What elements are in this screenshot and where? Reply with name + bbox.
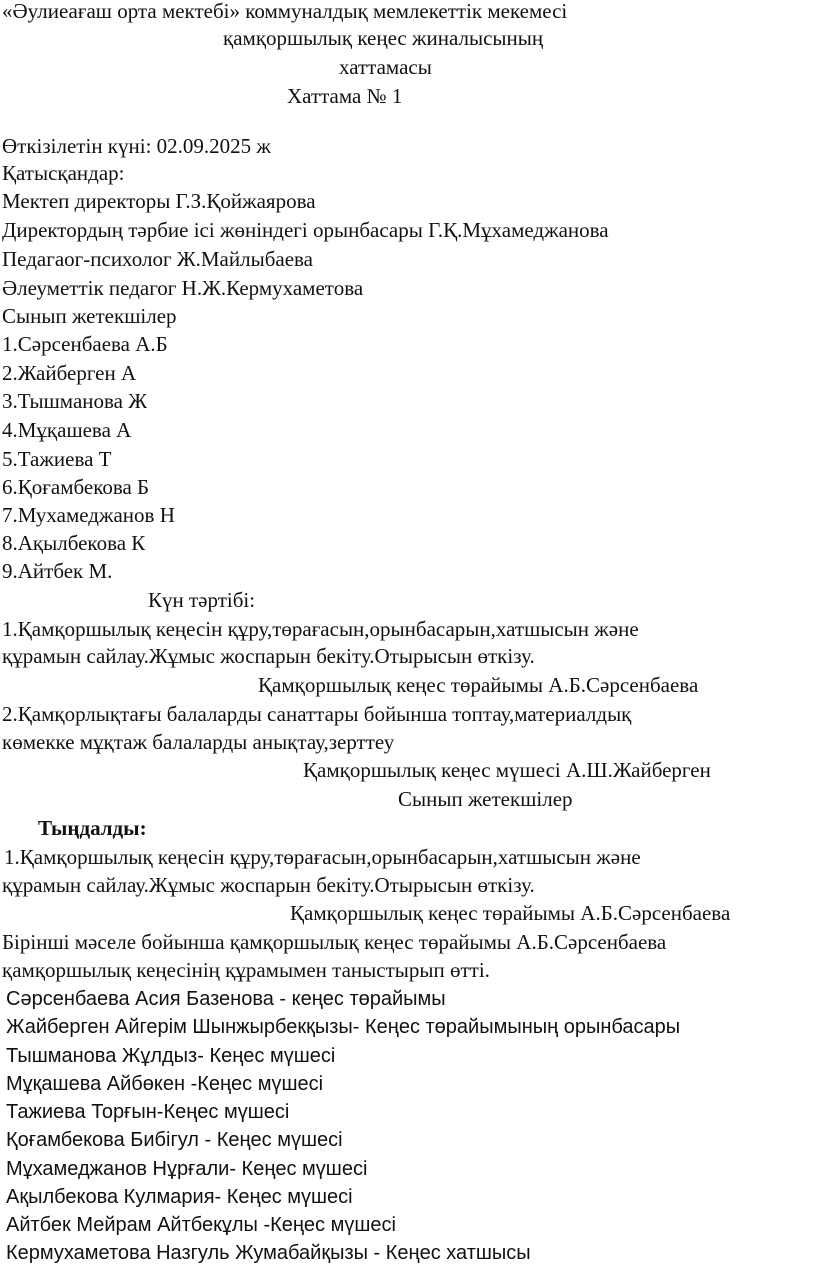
staff-line: Мектеп директоры Г.З.Қойжаярова xyxy=(2,189,316,213)
heard-speaker: Қамқоршылық кеңес төрайымы А.Б.Сәрсенбаева xyxy=(290,901,731,925)
council-member: Ақылбекова Кулмария- Кеңес мүшесі xyxy=(6,1186,353,1208)
class-teacher-item: 6.Қоғамбекова Б xyxy=(2,475,150,499)
agenda-item2-speaker: Қамқоршылық кеңес мүшесі А.Ш.Жайберген xyxy=(303,758,711,782)
school-name-line: «Әулиеағаш орта мектебі» коммуналдық мемлекеттік мекемесі xyxy=(2,0,568,23)
protocol-heading: хаттамасы xyxy=(339,55,432,79)
agenda-item1-line2: құрамын сайлау.Жұмыс жоспарын бекіту.Отырысын өткізу. xyxy=(2,644,535,668)
class-teacher-item: 4.Мұқашева А xyxy=(2,418,132,442)
heard-title: Тыңдалды: xyxy=(38,816,147,840)
heard-line2: құрамын сайлау.Жұмыс жоспарын бекіту.Отырысын өткізу. xyxy=(2,873,535,897)
participants-label: Қатысқандар: xyxy=(2,161,125,185)
council-member: Айтбек Мейрам Айтбекұлы -Кеңес мүшесі xyxy=(6,1214,396,1236)
agenda-item1-line1: 1.Қамқоршылық кеңесін құру,төрағасын,орынбасарын,хатшысын және xyxy=(2,617,639,641)
class-teacher-item: 7.Мухамеджанов Н xyxy=(2,503,175,527)
agenda-item2-speaker2: Сынып жетекшілер xyxy=(398,787,573,811)
meeting-date: Өткізілетін күні: 02.09.2025 ж xyxy=(2,134,271,158)
staff-line: Директордың тәрбие ісі жөніндегі орынбасары Г.Қ.Мұхамеджанова xyxy=(2,218,609,242)
agenda-item2-line2: көмекке мұқтаж балаларды анықтау,зерттеу xyxy=(2,730,395,754)
class-teacher-item: 9.Айтбек М. xyxy=(2,559,113,583)
heard-line1: 1.Қамқоршылық кеңесін құру,төрағасын,орынбасарын,хатшысын және xyxy=(4,845,641,869)
heard-intro-line1: Бірінші мәселе бойынша қамқоршылық кеңес төрайымы А.Б.Сәрсенбаева xyxy=(2,930,667,954)
council-member: Мұхамеджанов Нұрғали- Кеңес мүшесі xyxy=(6,1158,368,1180)
class-teachers-label: Сынып жетекшілер xyxy=(2,304,177,328)
class-teacher-item: 3.Тышманова Ж xyxy=(2,389,148,413)
council-member: Мұқашева Айбөкен -Кеңес мүшесі xyxy=(6,1073,324,1095)
class-teacher-item: 2.Жайберген А xyxy=(2,361,137,385)
council-member: Тышманова Жұлдыз- Кеңес мүшесі xyxy=(6,1045,336,1067)
council-line: қамқоршылық кеңес жиналысының xyxy=(223,26,544,50)
class-teacher-item: 1.Сәрсенбаева А.Б xyxy=(2,332,168,356)
heard-intro-line2: қамқоршылық кеңесінің құрамымен таныстырып өтті. xyxy=(2,958,490,982)
staff-line: Педагаог-психолог Ж.Майлыбаева xyxy=(2,247,313,271)
class-teacher-item: 5.Тажиева Т xyxy=(2,447,112,471)
protocol-number: Хаттама № 1 xyxy=(287,84,403,108)
class-teacher-item: 8.Ақылбекова К xyxy=(2,531,146,555)
council-member: Тажиева Торғын-Кеңес мүшесі xyxy=(6,1101,290,1123)
council-member: Сәрсенбаева Асия Базенова - кеңес төрайымы xyxy=(6,988,446,1010)
agenda-item2-line1: 2.Қамқорлықтағы балаларды санаттары бойынша топтау,материалдық xyxy=(2,702,632,726)
council-member: Жайберген Айгерім Шынжырбекқызы- Кеңес төрайымының орынбасары xyxy=(6,1016,681,1038)
council-member: Кермухаметова Назгуль Жумабайқызы - Кеңес хатшысы xyxy=(6,1242,531,1264)
agenda-title: Күн тәртібі: xyxy=(148,588,256,612)
agenda-item1-speaker: Қамқоршылық кеңес төрайымы А.Б.Сәрсенбаева xyxy=(258,673,699,697)
staff-line: Әлеуметтік педагог Н.Ж.Кермухаметова xyxy=(2,276,364,300)
council-member: Қоғамбекова Бибігул - Кеңес мүшесі xyxy=(6,1129,343,1151)
